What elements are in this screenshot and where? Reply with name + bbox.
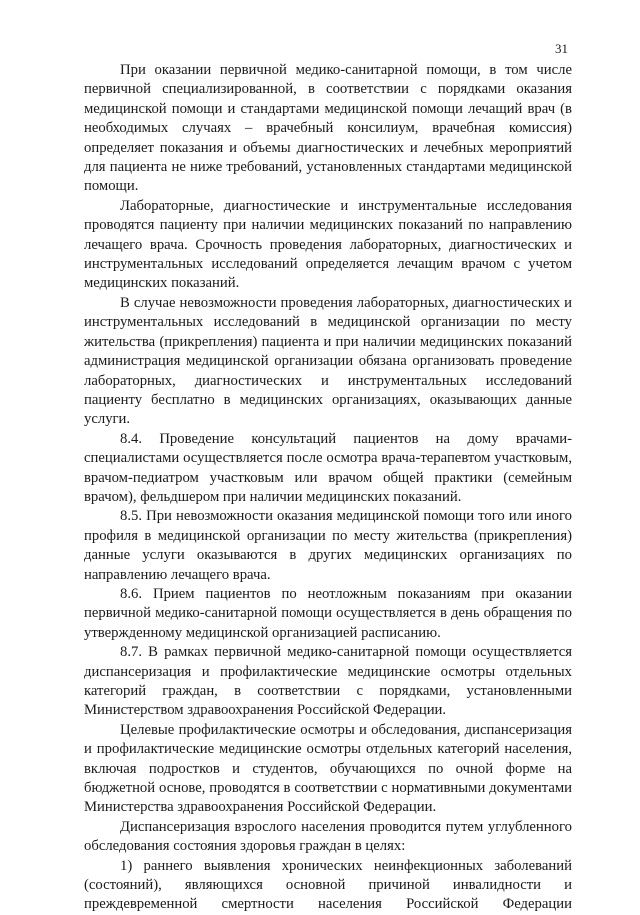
document-body [84, 61, 572, 915]
paragraph-8-7-dispensarization: 8.7. В рамках первичной медико-санитарной помощи осуществляется диспансеризация и профилактические медицинские осмотры отдельных категорий граждан, в соответствии с порядками, установленными Министерством здравоохранения Российской Федерации. [84, 644, 572, 719]
paragraph-adult-dispensarization: Диспансеризация взрослого населения проводится путем углубленного обследования состояния здоровья граждан в целях: [84, 818, 572, 855]
paragraph-8-6-urgent-reception: 8.6. Прием пациентов по неотложным показаниям при оказании первичной медико-санитарной помощи осуществляется в день обращения по утвержденному медицинской организацией расписанию. [84, 585, 572, 641]
paragraph-targeted-examinations: Целевые профилактические осмотры и обследования, диспансеризация и профилактические медицинские осмотры отдельных категорий населения, включая подростков и студентов, обучающихся по очной форме на бюджетной основе, проводятся в соответствии с нормативными документами Министерства здравоохранения Российской Федерации. [84, 721, 572, 816]
page-number: 31 [555, 41, 568, 56]
paragraph-8-4-home-consultations: 8.4. Проведение консультаций пациентов на дому врачами-специалистами осуществляется после осмотра врача-терапевтом участковым, врачом-педиатром участковым или врачом общей практики (семейным врачом), фельдшером при наличии медицинских показаний. [84, 430, 572, 505]
paragraph-lab-diagnostics: Лабораторные, диагностические и инструментальные исследования проводятся пациенту при наличии медицинских показаний по направлению лечащего врача. Срочность проведения лабораторных, диагностических и инструментальных исследований определяется лечащим врачом с учетом медицинских показаний. [84, 197, 572, 292]
paragraph-8-5-other-organizations: 8.5. При невозможности оказания медицинской помощи того или иного профиля в медицинской организации по месту жительства (прикрепления) данные услуги оказываются в других медицинских организациях по направлению лечащего врача. [84, 508, 572, 583]
paragraph-primary-care-scope: При оказании первичной медико-санитарной помощи, в том числе первичной специализированной, в соответствии с порядками оказания медицинской помощи и стандартами медицинской помощи лечащий врач (в необходимых случаях – врачебный консилиум, врачебная комиссия) определяет показания и объемы диагностических и лечебных мероприятий для пациента не ниже требований, установленных стандартами медицинской помощи. [84, 62, 572, 195]
paragraph-lab-unavailable: В случае невозможности проведения лабораторных, диагностических и инструментальных исследований в медицинской организации по месту жительства (прикрепления) пациента и при наличии медицинских показаний администрация медицинской организации обязана организовать проведение лабораторных, диагностических и инструментальных исследований пациенту бесплатно в медицинских организациях, оказывающих данные услуги. [84, 294, 572, 428]
paragraph-list-item-1: 1) раннего выявления хронических неинфекционных заболеваний (состояний), являющихся основной причиной инвалидности и преждевременной смертности населения Российской Федерации [84, 857, 572, 913]
